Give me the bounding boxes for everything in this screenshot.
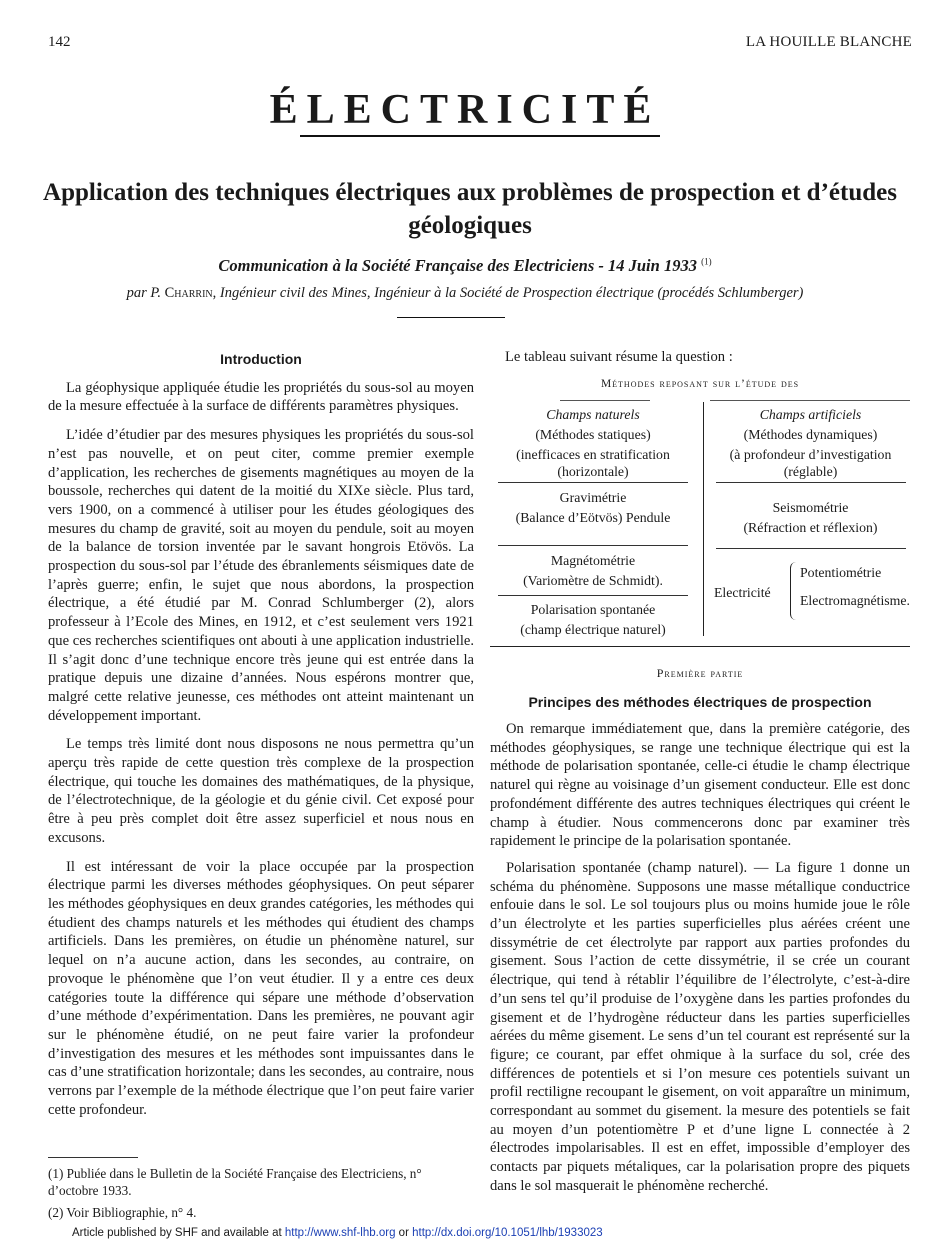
table-heading: Méthodes reposant sur l’étude des — [600, 378, 800, 390]
communication-footnote-ref[interactable]: (1) — [701, 256, 712, 267]
part-heading: Première partie — [656, 666, 744, 680]
electricity: Electricité — [714, 585, 771, 600]
article-title: Application des techniques électriques aux problèmes de prospection et d’études géologiques — [43, 179, 897, 239]
magnetometry-detail: (Variomètre de Schmidt). — [523, 573, 663, 588]
section-title: ÉLECTRICITÉ — [269, 87, 661, 133]
right-column — [490, 720, 910, 1204]
cell-rule — [498, 482, 688, 483]
natural-fields-head: Champs naturels — [546, 407, 640, 422]
artificial-note: (à profondeur d’investigation (réglable) — [729, 447, 892, 479]
cell-rule — [716, 548, 906, 549]
journal-name: LA HOUILLE BLANCHE — [745, 34, 912, 50]
communication-line — [0, 256, 930, 276]
magnetometry: Magnétométrie — [550, 553, 636, 568]
natural-note: (inefficaces en stratification (horizontale) — [516, 447, 670, 479]
dynamic-methods: (Méthodes dynamiques) — [743, 427, 878, 442]
table-divider — [703, 402, 704, 636]
cell-rule — [498, 545, 688, 546]
footnote-rule — [48, 1157, 138, 1158]
author-prefix: par P. — [126, 285, 162, 301]
author-name: Charrin, — [164, 285, 217, 301]
spontaneous-polarization: Polarisation spontanée — [530, 602, 656, 617]
paragraph: Le temps très limité dont nous disposons ne nous permettra qu’un aperçu très rapide de cette question très complexe de la prospection électrique, qui touche les domaines des mathématiques, de la physique, de l’électrotechnique, de la géologie et du génie civil. Cet exposé pour être à peu près complet doit être assez superficiel et nous nous en excusons. — [48, 736, 474, 846]
footer-link-shf[interactable]: http://www.shf-lhb.org — [284, 1227, 396, 1239]
paragraph: On remarque immédiatement que, dans la première catégorie, des méthodes géophysiques, se range une technique électrique qui est la méthode de polarisation spontanée, celle-ci étudie le champ électrique naturel qui règne au voisinage d’un gisement conducteur. Elle est donc profondément différente des autres techniques électriques qui créent le champ à étudier. Nous commencerons donc par examiner très rapidement le principe de la polarisation spontanée. — [490, 721, 910, 850]
footer-or: or — [398, 1227, 409, 1239]
introduction-heading: Introduction — [220, 351, 302, 367]
page-number: 142 — [48, 34, 71, 50]
brace — [790, 562, 797, 620]
left-column — [48, 350, 474, 1129]
seismometry: Seismométrie — [772, 500, 849, 515]
author-affiliation: Ingénieur civil des Mines, Ingénieur à la Société de Prospection électrique (procédés Schlumberger) — [219, 285, 804, 301]
title-underline — [300, 135, 660, 137]
communication-text: Communication à la Société Française des Electriciens - 14 Juin 1933 — [218, 256, 697, 275]
paragraph: Il est intéressant de voir la place occupée par la prospection électrique parmi les diverses méthodes géophysiques. On peut séparer les méthodes géophysiques en deux grandes catégories, les méthodes qui étudient des champs naturels et les méthodes qui étudient des champs artificiels. Dans les premières, on étudie un phénomène naturel, sur lequel on n’a aucune action, dans les secondes, au contraire, on provoque le phénomène que l’on veut étudier. Il y a entre ces deux catégories toute la différence qui sépare une méthode d’observation d’une méthode d’expérimentation. Dans les premières, ne pouvant agir sur le phénomène étudié, on ne peut faire varier la profondeur d’investigation des mesures et les méthodes sont impuissantes dans le cas d’une stratification horizontale; dans les secondes, au contraire, nous verrons par l’exemple de la méthode électrique que l’on peut faire varier cette profondeur. — [48, 858, 474, 1118]
electromagnetism: Electromagnétisme. — [800, 593, 910, 608]
footer-text: Article published by SHF and available at — [72, 1227, 282, 1239]
spontaneous-polarization-detail: (champ électrique naturel) — [520, 622, 666, 637]
footnotes — [48, 1157, 474, 1228]
gravimetry-detail: (Balance d’Eötvös) Pendule — [515, 510, 671, 525]
gravimetry: Gravimétrie — [559, 490, 627, 505]
static-methods: (Méthodes statiques) — [535, 427, 651, 442]
author-rule — [397, 317, 505, 318]
paragraph: L’idée d’étudier par des mesures physiques les propriétés du sous-sol n’est pas nouvelle, et on peut citer, comme premier exemple d’application, les recherches de gisements magnétiques au moyen de la boussole, recherches qui datent de la moitié du XIXe siècle. Plus tard, vers 1900, on a commencé à utiliser pour les études géologiques des mesures du champ de gravité, soit au moyen du pendule, soit au moyen de la balance de torsion inventée par le savant hongrois Etövös. La prospection du sous-sol par l’étude des ébranlements séismiques date de l’après guerre; enfin, le sujet que nous abordons, la prospection électrique, a été étudié par M. Conrad Schlumberger (2), alors professeur à l’Ecole des Mines, en 1912, et c’est seulement vers 1921 que ces recherches scientifiques ont abouti à une application industrielle. Il s’agit donc d’une technique encore très jeune qui est entrée dans la pratique depuis une dizaine d’années. Nous espérons montrer que, malgré cette relative jeunesse, ces méthodes ont atteint maintenant un développement important. — [48, 427, 474, 724]
footnote-2: (2) Voir Bibliographie, n° 4. — [48, 1205, 197, 1220]
principles-heading: Principes des méthodes électriques de prospection — [528, 694, 872, 710]
table-bottom-rule — [490, 646, 910, 647]
cell-rule — [716, 482, 906, 483]
table-intro: Le tableau suivant résume la question : — [505, 349, 733, 365]
paragraph: Polarisation spontanée (champ naturel). — La figure 1 donne un schéma du phénomène. Supposons une masse métallique conductrice enfouie dans le sol. Le sol toujours plus ou moins humide joue le rôle d’un électrolyte et les parties superficielles plus aérées créent une dissymétrie de cet électrolyte par rapport aux parties profondes du gisement. Sous l’action de cette dissymétrie, il se crée un courant électrique, qui tend à rétablir l’équilibre de l’électrolyte, c’est-à-dire d’un sens tel qu’il produise de l’oxygène dans les parties profondes du gisement et de l’hydrogène réducteur dans les parties superficielles aérées du même gisement. Le sens d’un tel courant est représenté sur la figure; ce courant, par effet ohmique à la surface du sol, crée des différences de potentiels et si l’on mesure ces potentiels suivant un profil rectiligne recoupant le gisement, on voit apparaître un minimum, correspondant au sommet du gisement. la mesure des potentiels se fait au moyen d’un potentiomètre P et d’une ligne L connectée à 2 électrodes impolarisables. Il est en effet, impossible d’employer des contacts par piquets métaliques, car la polarisation propre des piquets dans le sol masquerait le phénomène recherché. — [490, 859, 910, 1194]
paragraph: La géophysique appliquée étudie les propriétés du sous-sol au moyen de la mesure effectuée à la surface de différents paramètres physiques. — [48, 379, 474, 415]
potentiometry: Potentiométrie — [800, 565, 882, 580]
footer — [72, 1227, 603, 1239]
seismometry-detail: (Réfraction et réflexion) — [743, 520, 878, 535]
footnote-1: (1) Publiée dans le Bulletin de la Société Française des Electriciens, n° d’octobre 1933. — [48, 1166, 422, 1198]
author-line — [0, 285, 930, 302]
table-top-rule-left — [560, 400, 650, 401]
footer-link-doi[interactable]: http://dx.doi.org/10.1051/lhb/1933023 — [412, 1227, 603, 1239]
cell-rule — [498, 595, 688, 596]
table-top-rule-right — [710, 400, 910, 401]
artificial-fields-head: Champs artificiels — [759, 407, 862, 422]
